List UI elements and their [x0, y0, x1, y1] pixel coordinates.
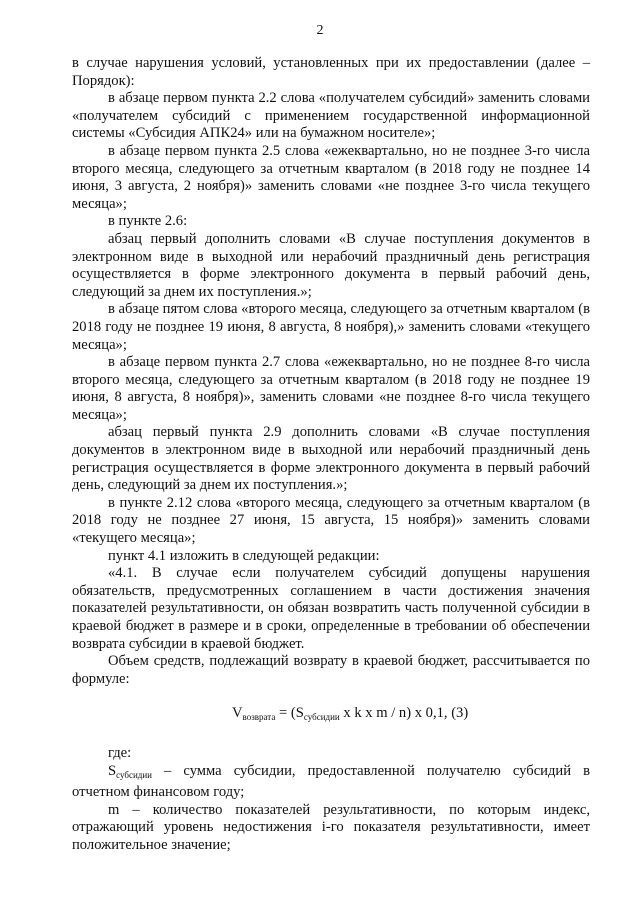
paragraph-item-2-12: в пункте 2.12 слова «второго месяца, следующего за отчетным кварталом (в 2018 году не позднее 27 июня, 15 августа, 15 ноября)» заменить словами «текущего месяца»;: [72, 494, 590, 547]
definition-m-symbol: m: [108, 801, 120, 818]
paragraph-item-4-1-heading: пункт 4.1 изложить в следующей редакции:: [108, 547, 380, 564]
definition-m-text: – количество показателей результативности, по которым индекс, отражающий уровень недостижения i-го показателя результативности, имеет положительное значение;: [72, 801, 590, 853]
paragraph-item-2-6-heading: в пункте 2.6:: [108, 213, 188, 230]
paragraph-item-2-9: абзац первый пункта 2.9 дополнить словами «В случае поступления документов в электронном виде в выходной или нерабочий праздничный день регистрация осуществляется в форме электронного документа в первый рабочий день, следующий за днем их поступления.»;: [72, 424, 590, 494]
formula-rest: x k x m / n) x 0,1, (3): [339, 705, 469, 722]
where-label: где:: [108, 744, 132, 761]
paragraph-item-2-6-fifth: в абзаце пятом слова «второго месяца, следующего за отчетным кварталом (в 2018 году не позднее 19 июня, 8 августа, 8 ноября),» заменить словами «текущего месяца»;: [72, 301, 590, 353]
paragraph-item-2-2: в абзаце первом пункта 2.2 слова «получателем субсидий» заменить словами «получателем субсидий с применением государственной информационной системы «Субсидия АПК24» или на бумажном носителе»;: [72, 90, 590, 142]
formula: [72, 705, 590, 727]
definition-symbol: [108, 763, 152, 779]
definition-m-count: [72, 802, 590, 855]
formula-s-subscript: субсидии: [303, 712, 340, 723]
paragraph-formula-intro: Объем средств, подлежащий возврату в краевой бюджет, рассчитывается по формуле:: [72, 653, 590, 687]
definition-s-subsidy: [72, 763, 590, 802]
formula-v-symbol: V: [232, 705, 243, 722]
definition-s-text: – сумма субсидии, предоставленной получателю субсидий в отчетном финансовом году;: [72, 762, 590, 801]
formula-v-subscript: возврата: [242, 712, 276, 723]
page-number: 2: [316, 23, 324, 38]
paragraph-item-4-1-text: «4.1. В случае если получателем субсидий допущены нарушения обязательств, предусмотренных соглашением в части достижения значения показателей результативности, он обязан возвратить часть полученной субсидии в краевой бюджет в размере и в сроки, определенные в требовании об обеспечении возврата субсидии в краевой бюджет.: [72, 565, 590, 652]
paragraph-intro-continuation: в случае нарушения условий, установленных при их предоставлении (далее – Порядок):: [72, 55, 590, 89]
paragraph-item-2-6-first: абзац первый дополнить словами «В случае поступления документов в электронном виде в выходной или нерабочий праздничный день регистрация осуществляется в форме электронного документа в первый рабочий день, следующий за днем их поступления.»;: [72, 230, 590, 300]
document-body: [72, 55, 590, 855]
formula-eq-open: = (S: [275, 705, 304, 722]
paragraph-item-2-7: в абзаце первом пункта 2.7 слова «ежеквартально, но не позднее 8-го числа второго месяца, следующего за отчетным кварталом (в 2018 году не позднее 19 июня, 8 августа, 8 ноября)», заменить словами «не позднее 8-го числа текущего месяца»;: [72, 354, 590, 423]
paragraph-item-2-5: в абзаце первом пункта 2.5 слова «ежеквартально, но не позднее 3-го числа второго месяца, следующего за отчетным кварталом (в 2018 году не позднее 14 июня, 3 августа, 2 ноября)» заменить словами «не позднее 3-го числа текущего месяца»;: [72, 142, 590, 212]
definition-s-subscript: субсидии: [116, 769, 152, 780]
definition-s-symbol: S: [108, 762, 117, 779]
